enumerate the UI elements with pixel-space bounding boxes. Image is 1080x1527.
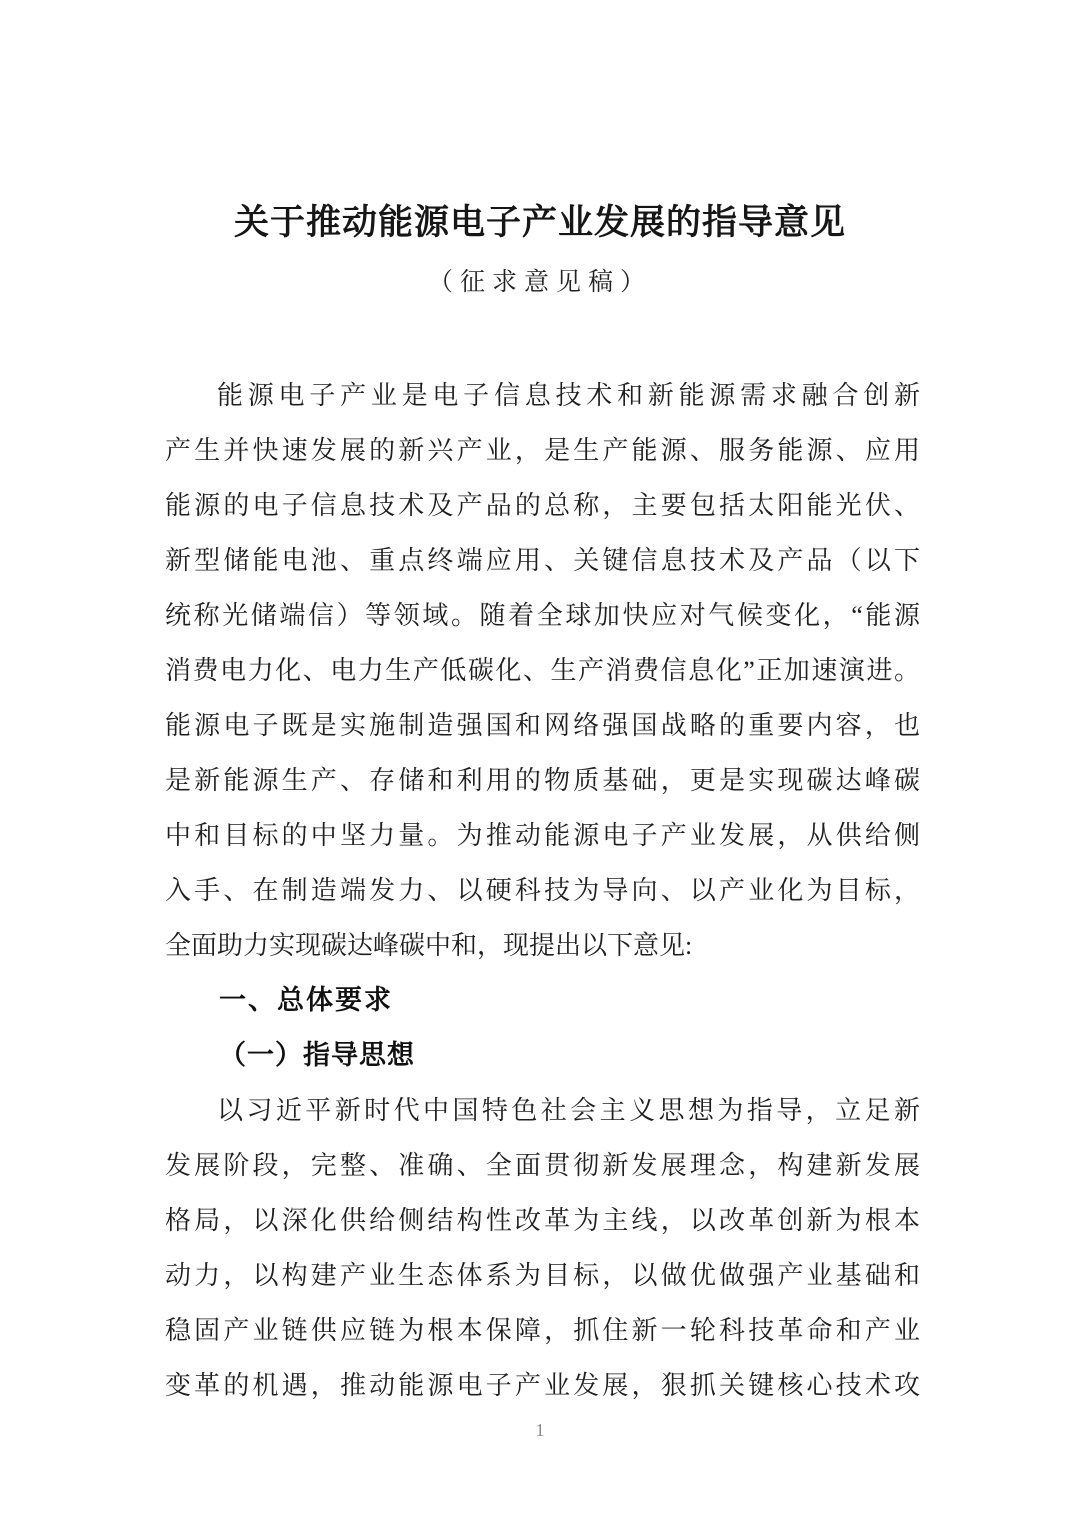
document-title: 关于推动能源电子产业发展的指导意见	[233, 203, 846, 242]
body-line: 产生并快速发展的新兴产业，是生产能源、服务能源、应用	[165, 436, 920, 465]
body-line: 能源电子既是实施制造强国和网络强国战略的重要内容，也	[165, 711, 920, 740]
body-line: 稳固产业链供应链为根本保障，抓住新一轮科技革命和产业	[165, 1316, 920, 1345]
document-body	[165, 368, 920, 1413]
body-line: 消费电力化、电力生产低碳化、生产消费信息化”正加速演进。	[165, 656, 920, 685]
body-line: 新型储能电池、重点终端应用、关键信息技术及产品（以下	[165, 546, 920, 575]
body-line: 以习近平新时代中国特色社会主义思想为指导，立足新	[217, 1096, 920, 1125]
body-line: 全面助力实现碳达峰碳中和，现提出以下意见:	[165, 931, 693, 960]
body-line: 统称光储端信）等领域。随着全球加快应对气候变化，“能源	[165, 601, 920, 630]
body-line: 变革的机遇，推动能源电子产业发展，狠抓关键核心技术攻	[165, 1371, 920, 1400]
body-line: 入手、在制造端发力、以硬科技为导向、以产业化为目标，	[165, 876, 920, 905]
body-line: 能源的电子信息技术及产品的总称，主要包括太阳能光伏、	[165, 491, 920, 520]
page-number: 1	[535, 1420, 545, 1440]
body-line: 动力，以构建产业生态体系为目标，以做优做强产业基础和	[165, 1261, 920, 1290]
subsection-heading: （一）指导思想	[219, 1040, 415, 1070]
document-subtitle: （征求意见稿）	[427, 269, 652, 296]
body-line: 格局，以深化供给侧结构性改革为主线，以改革创新为根本	[165, 1206, 920, 1235]
body-line: 发展阶段，完整、准确、全面贯彻新发展理念，构建新发展	[165, 1151, 920, 1180]
body-line: 中和目标的中坚力量。为推动能源电子产业发展，从供给侧	[165, 821, 920, 850]
body-line: 是新能源生产、存储和利用的物质基础，更是实现碳达峰碳	[165, 766, 920, 795]
body-line: 能源电子产业是电子信息技术和新能源需求融合创新	[217, 381, 920, 410]
section-heading: 一、总体要求	[219, 985, 393, 1015]
